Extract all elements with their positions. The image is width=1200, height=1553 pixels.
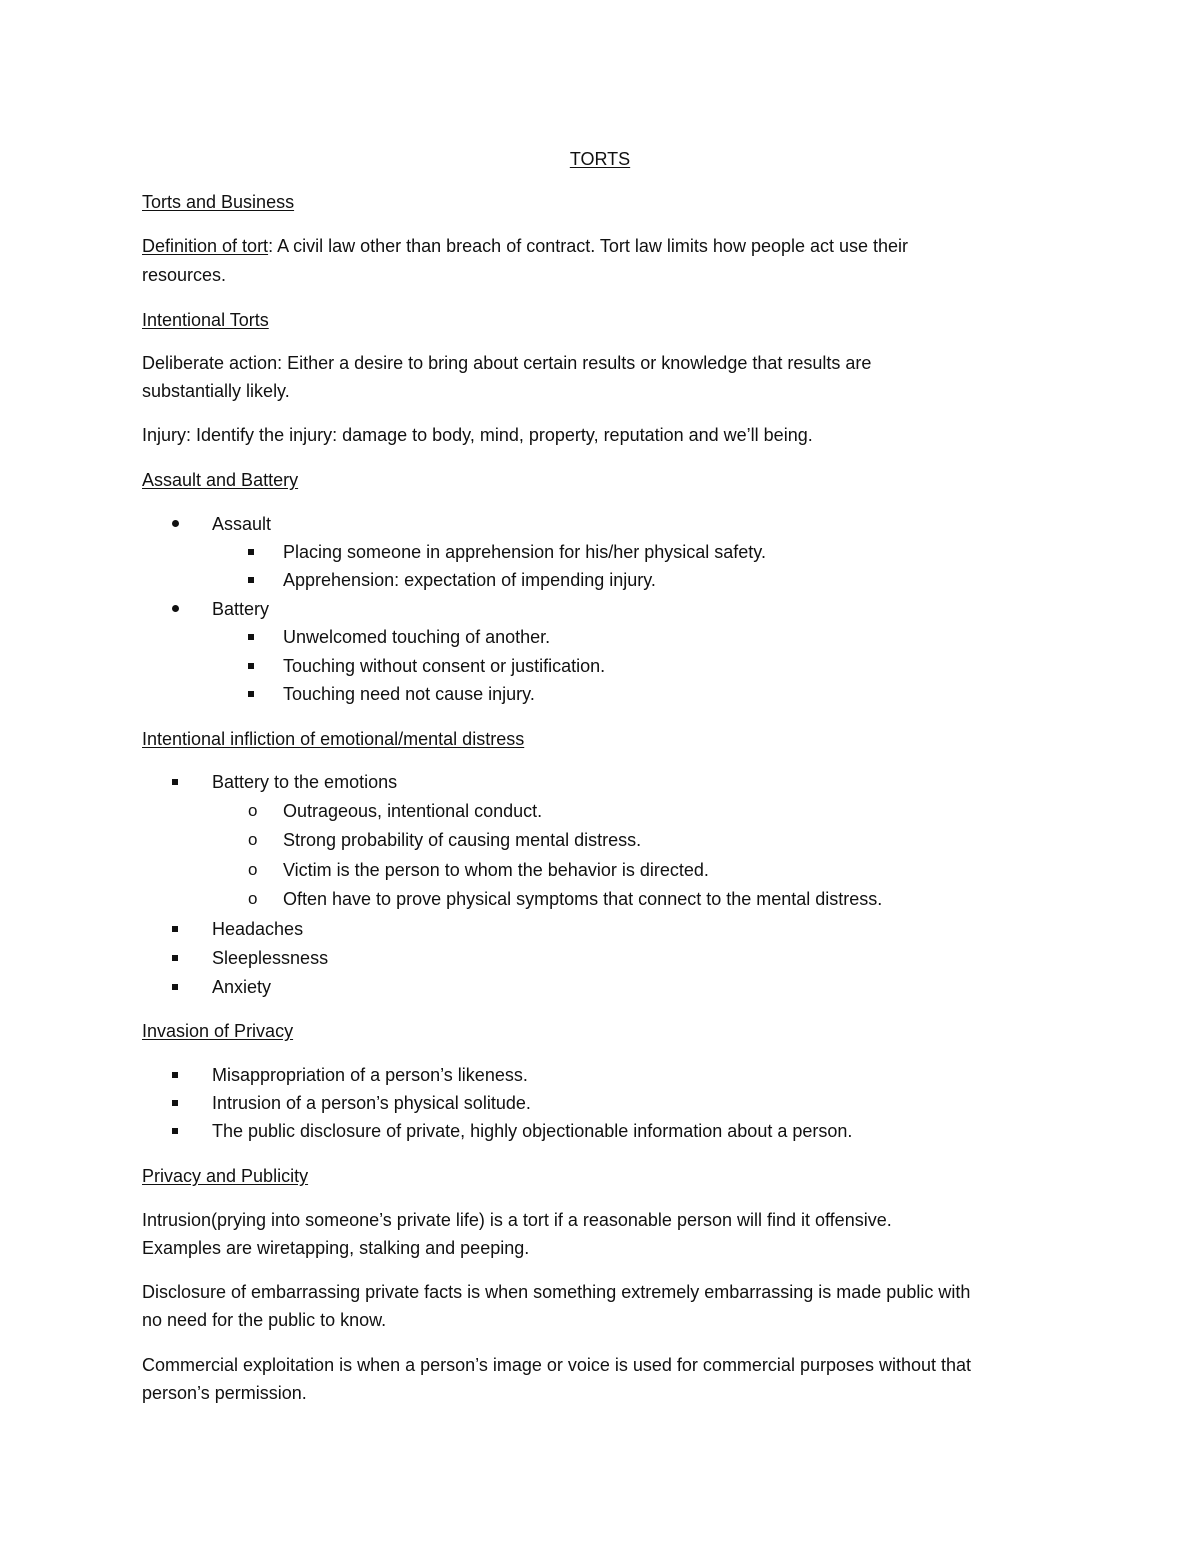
list-item-battery-emotions: Battery to the emotions	[212, 772, 398, 792]
intrusion-text: Intrusion(prying into someone’s private life) is a tort if a reasonable person will find it offensive.	[142, 1210, 892, 1230]
commercial-exploitation-text-continued: person’s permission.	[142, 1383, 307, 1403]
definition-label: Definition of tort	[142, 236, 269, 256]
list-item: Placing someone in apprehension for his/her physical safety.	[283, 542, 766, 562]
disclosure-text-continued: no need for the public to know.	[142, 1310, 387, 1330]
commercial-exploitation-text: Commercial exploitation is when a person’s image or voice is used for commercial purposes without that	[142, 1355, 972, 1375]
bullet-circle-marker: o	[248, 830, 258, 849]
definition-text: : A civil law other than breach of contract. Tort law limits how people act use their	[268, 236, 909, 256]
bullet-square-icon	[172, 984, 178, 990]
definition-text-continued: resources.	[142, 265, 227, 285]
page-title: TORTS	[569, 149, 631, 169]
list-item: Touching need not cause injury.	[283, 684, 535, 704]
deliberate-action-text: Deliberate action: Either a desire to bring about certain results or knowledge that results are	[142, 353, 872, 373]
section-heading-intentional-torts: Intentional Torts	[142, 310, 269, 330]
list-item: Intrusion of a person’s physical solitude.	[212, 1093, 531, 1113]
bullet-square-icon	[248, 691, 254, 697]
list-item-assault: Assault	[212, 514, 272, 534]
list-item-symptom: Sleeplessness	[212, 948, 329, 968]
section-heading-emotional-distress: Intentional infliction of emotional/mental distress	[142, 729, 525, 749]
list-item: Unwelcomed touching of another.	[283, 627, 551, 647]
bullet-square-icon	[172, 1100, 178, 1106]
list-item: Outrageous, intentional conduct.	[283, 801, 543, 821]
list-item-symptom: Headaches	[212, 919, 304, 939]
list-item-battery: Battery	[212, 599, 270, 619]
section-heading-assault-battery: Assault and Battery	[142, 470, 299, 490]
bullet-square-icon	[172, 1128, 178, 1134]
section-heading-torts-and-business: Torts and Business	[142, 192, 295, 212]
bullet-square-icon	[172, 779, 178, 785]
list-item: The public disclosure of private, highly objectionable information about a person.	[212, 1121, 853, 1141]
bullet-square-icon	[248, 663, 254, 669]
bullet-disc-icon	[172, 520, 179, 527]
bullet-square-icon	[172, 926, 178, 932]
bullet-square-icon	[248, 549, 254, 555]
bullet-circle-marker: o	[248, 889, 258, 908]
list-item-symptom: Anxiety	[212, 977, 272, 997]
bullet-square-icon	[172, 1072, 178, 1078]
intrusion-text-continued: Examples are wiretapping, stalking and peeping.	[142, 1238, 530, 1258]
list-item: Apprehension: expectation of impending injury.	[283, 570, 656, 590]
definition-paragraph	[142, 232, 908, 260]
bullet-circle-marker: o	[248, 801, 258, 820]
deliberate-action-text-continued: substantially likely.	[142, 381, 290, 401]
section-heading-privacy-publicity: Privacy and Publicity	[142, 1166, 309, 1186]
bullet-square-icon	[248, 634, 254, 640]
section-heading-invasion-privacy: Invasion of Privacy	[142, 1021, 294, 1041]
bullet-square-icon	[172, 955, 178, 961]
list-item: Victim is the person to whom the behavior is directed.	[283, 860, 709, 880]
bullet-circle-marker: o	[248, 860, 258, 879]
bullet-square-icon	[248, 577, 254, 583]
bullet-disc-icon	[172, 605, 179, 612]
list-item: Misappropriation of a person’s likeness.	[212, 1065, 528, 1085]
list-item: Touching without consent or justification.	[283, 656, 606, 676]
injury-text: Injury: Identify the injury: damage to body, mind, property, reputation and we’ll being.	[142, 425, 813, 445]
list-item: Strong probability of causing mental distress.	[283, 830, 642, 850]
list-item: Often have to prove physical symptoms that connect to the mental distress.	[283, 889, 883, 909]
disclosure-text: Disclosure of embarrassing private facts is when something extremely embarrassing is made public with	[142, 1282, 971, 1302]
